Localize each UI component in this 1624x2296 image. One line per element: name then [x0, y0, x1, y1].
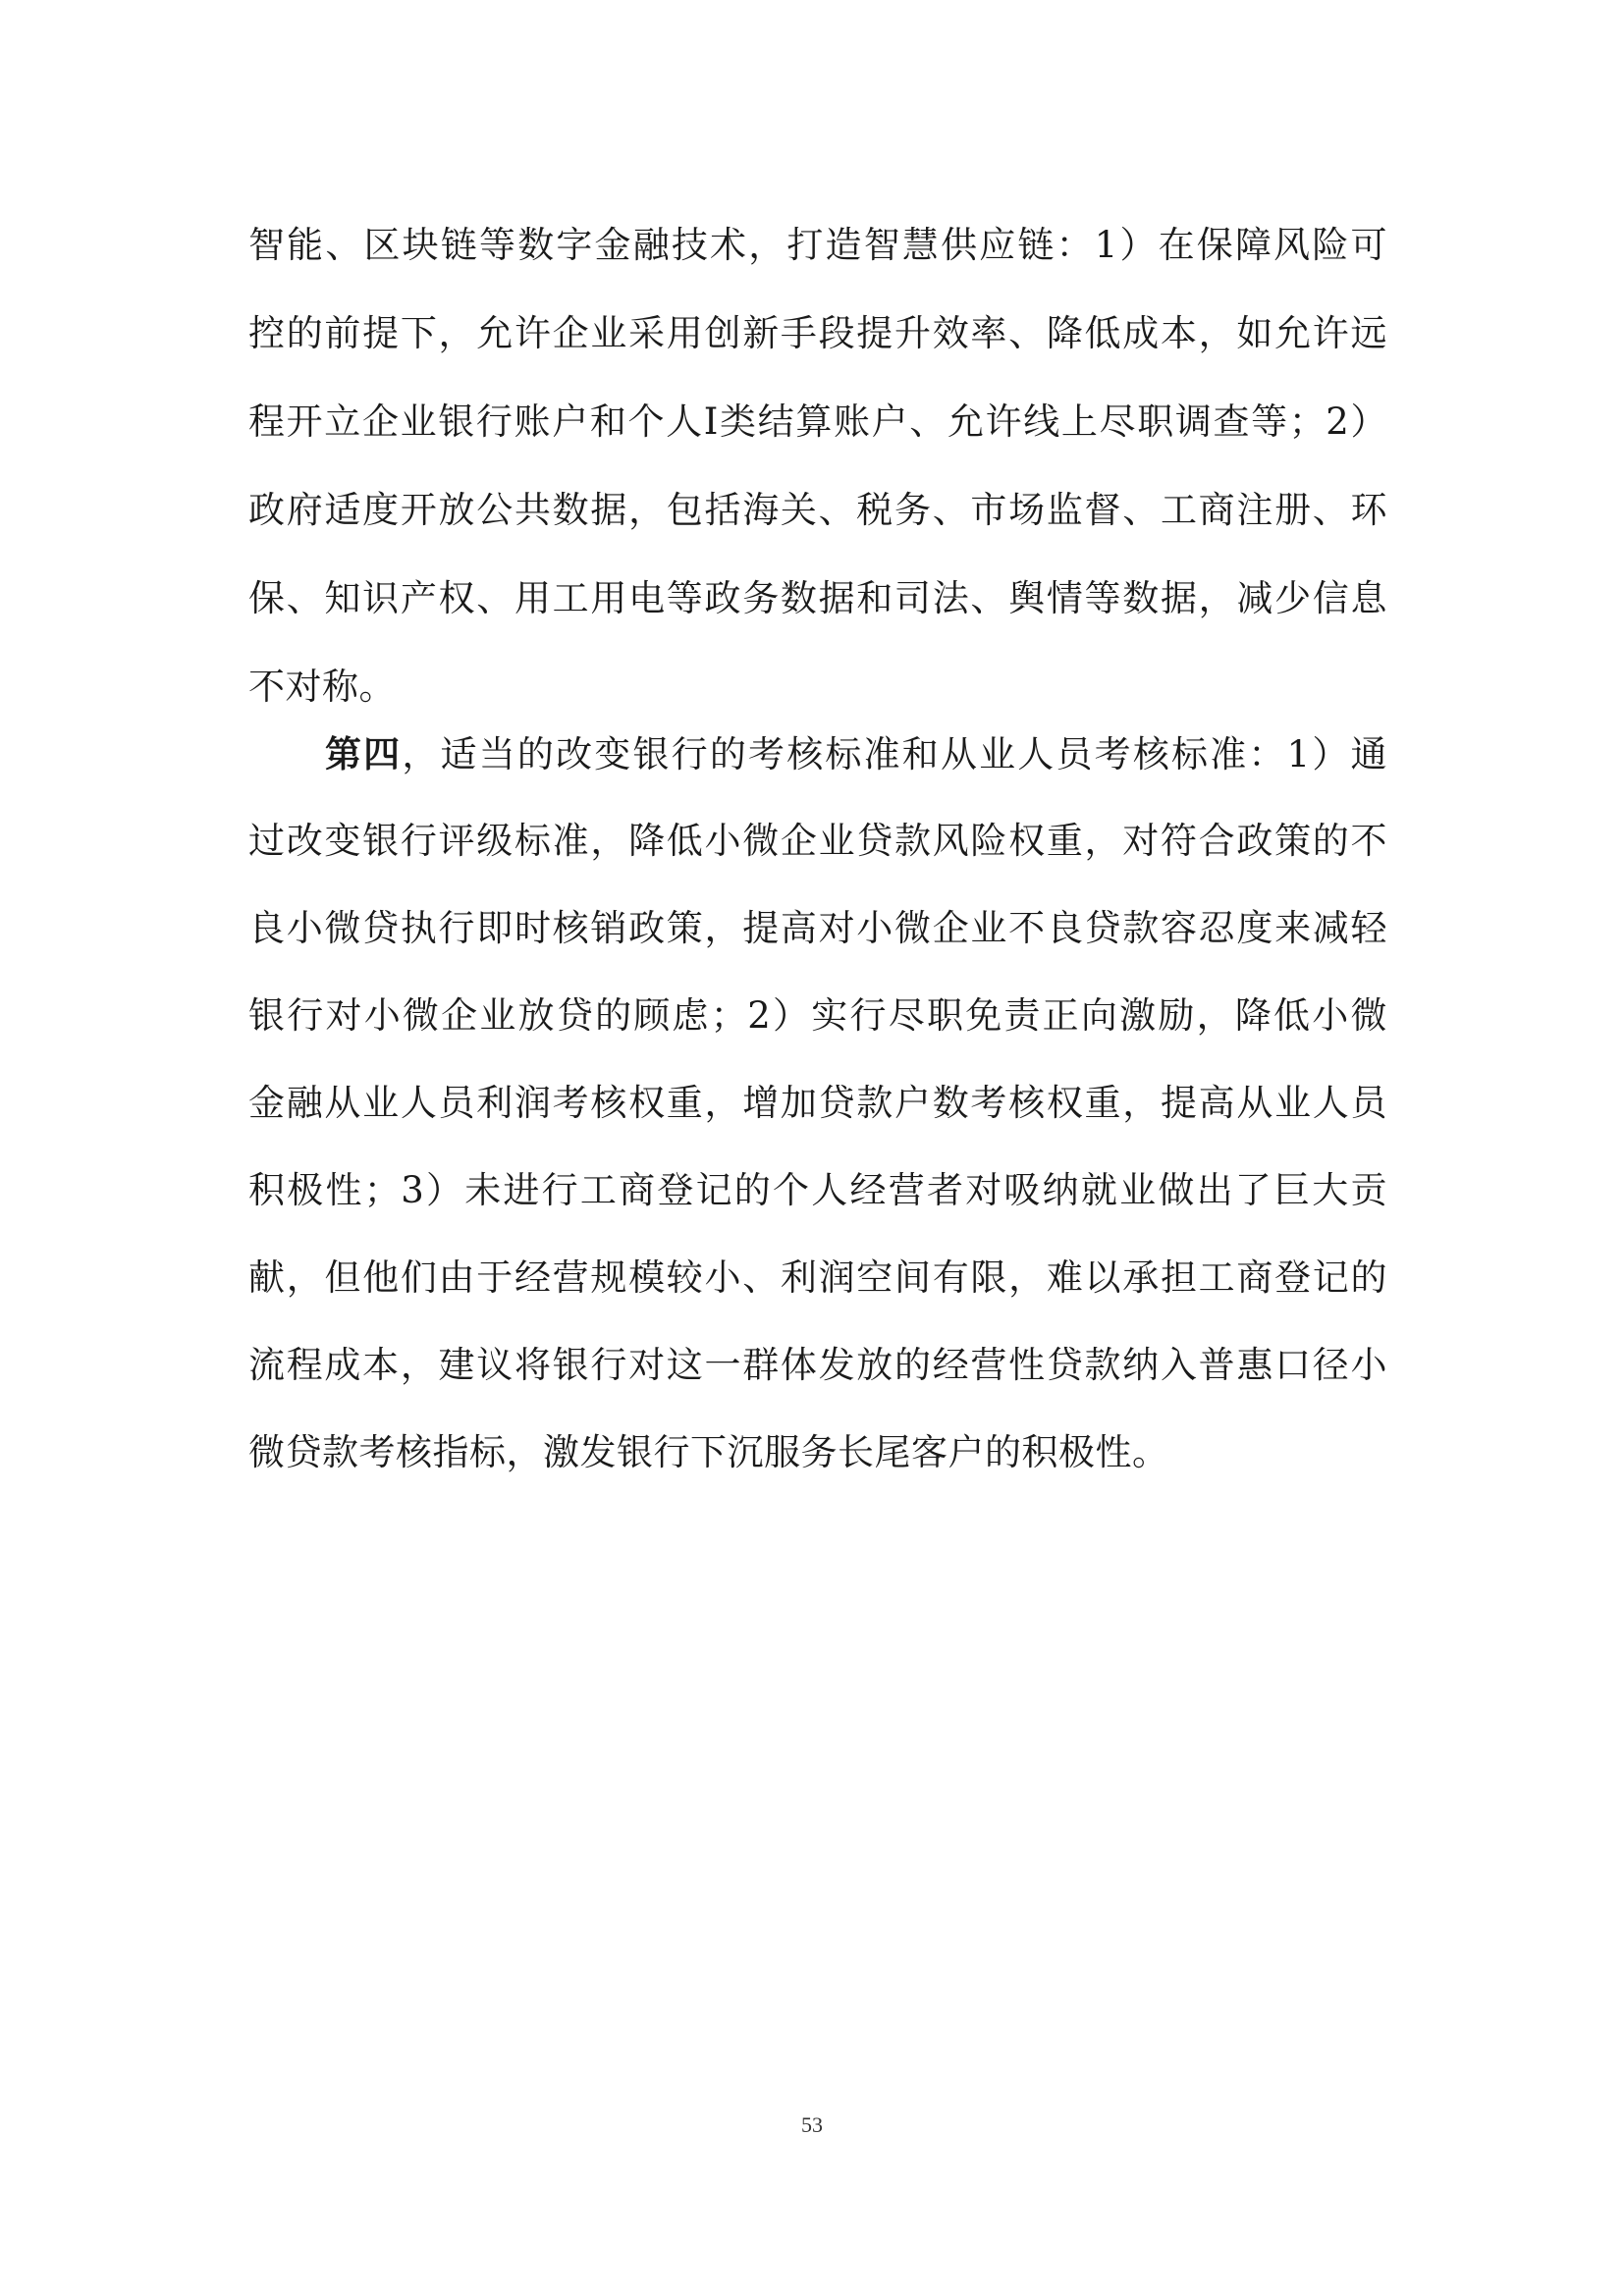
text-line: 良小微贷执行即时核销政策，提高对小微企业不良贷款容忍度来减轻	[248, 907, 1387, 949]
text-line: 控的前提下，允许企业采用创新手段提升效率、降低成本，如允许远	[248, 312, 1387, 354]
text-line: 保、知识产权、用工用电等政务数据和司法、舆情等数据，减少信息	[248, 577, 1387, 619]
text-line: 智能、区块链等数字金融技术，打造智慧供应链：1）在保障风险可	[248, 224, 1387, 266]
page-number: 53	[801, 2112, 823, 2137]
text-line: 过改变银行评级标准，降低小微企业贷款风险权重，对符合政策的不	[248, 820, 1387, 862]
paragraph-first-line-text: ，适当的改变银行的考核标准和从业人员考核标准：1）通	[402, 733, 1387, 775]
paragraph-lead: 第四	[325, 732, 403, 775]
text-line: 不对称。	[248, 666, 396, 708]
text-line: 微贷款考核指标，激发银行下沉服务长尾客户的积极性。	[248, 1431, 1169, 1473]
text-line: 银行对小微企业放贷的顾虑；2）实行尽职免责正向激励，降低小微	[248, 994, 1387, 1037]
text-line: 流程成本，建议将银行对这一群体发放的经营性贷款纳入普惠口径小	[248, 1344, 1387, 1386]
text-line: 积极性；3）未进行工商登记的个人经营者对吸纳就业做出了巨大贡	[248, 1169, 1387, 1211]
text-line: 程开立企业银行账户和个人Ⅰ类结算账户、允许线上尽职调查等；2）	[248, 400, 1387, 443]
text-line-first	[325, 724, 1387, 783]
text-line: 献，但他们由于经营规模较小、利润空间有限，难以承担工商登记的	[248, 1256, 1387, 1299]
text-line: 金融从业人员利润考核权重，增加贷款户数考核权重，提高从业人员	[248, 1082, 1387, 1124]
text-line: 政府适度开放公共数据，包括海关、税务、市场监督、工商注册、环	[248, 489, 1387, 531]
